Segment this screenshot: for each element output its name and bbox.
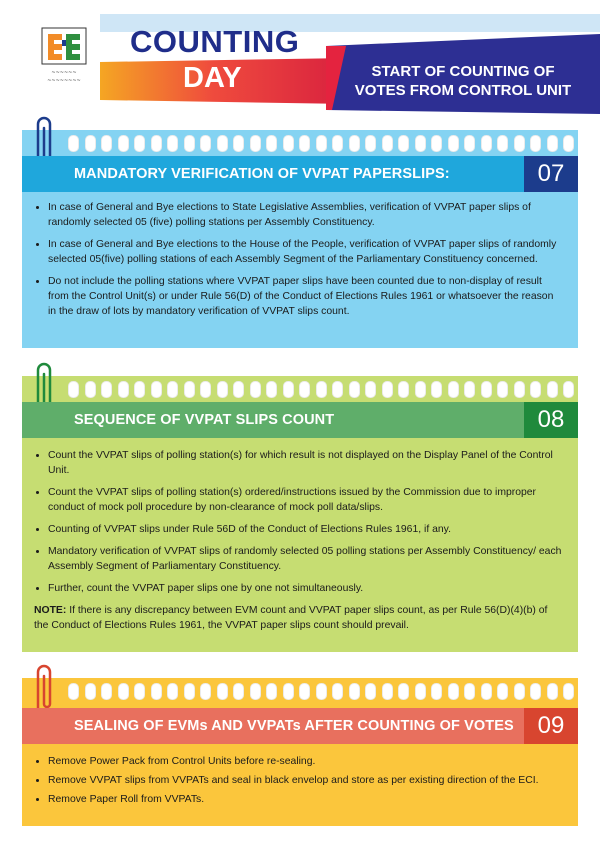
binder-ring bbox=[233, 683, 244, 700]
binder-ring bbox=[250, 381, 261, 398]
binder-ring bbox=[448, 135, 459, 152]
binder-ring bbox=[514, 683, 525, 700]
binder-ring bbox=[464, 135, 475, 152]
note-label: NOTE: bbox=[34, 605, 67, 616]
binder-ring bbox=[547, 135, 558, 152]
header-subtitle-line1: START OF COUNTING OF bbox=[371, 63, 555, 80]
binder-ring bbox=[316, 683, 327, 700]
binder-ring bbox=[365, 381, 376, 398]
binder-ring bbox=[563, 683, 574, 700]
binder-ring bbox=[464, 683, 475, 700]
binder-ring bbox=[217, 683, 228, 700]
binder-ring bbox=[299, 683, 310, 700]
notebook-rings bbox=[22, 678, 578, 706]
section-body bbox=[34, 200, 564, 326]
binder-ring bbox=[530, 135, 541, 152]
binder-ring bbox=[85, 135, 96, 152]
section-body bbox=[34, 754, 564, 811]
list-item: • Further, count the VVPAT paper slips one by one not simultaneously. bbox=[48, 581, 564, 596]
list-item: • Count the VVPAT slips of polling station(s) for which result is not displayed on the Display Panel of the Control Unit. bbox=[48, 448, 564, 478]
svg-text:~~~~~~~~: ~~~~~~~~ bbox=[47, 78, 81, 84]
note-text: If there is any discrepancy between EVM count and VVPAT paper slips count, as per Rule 56(D)(4)(b) of the Conduct of Elections Rules 1961, the VVPAT paper slips count should prevail. bbox=[34, 605, 548, 631]
binder-ring bbox=[316, 135, 327, 152]
binder-ring bbox=[431, 683, 442, 700]
section-title: SEALING OF EVMs AND VVPATs AFTER COUNTING OF VOTES bbox=[74, 718, 514, 734]
binder-ring bbox=[481, 683, 492, 700]
list-item: • Counting of VVPAT slips under Rule 56D of the Conduct of Elections Rules 1961, if any. bbox=[48, 522, 564, 537]
section-banner bbox=[22, 708, 578, 744]
binder-ring bbox=[200, 135, 211, 152]
binder-ring bbox=[299, 381, 310, 398]
binder-ring bbox=[563, 135, 574, 152]
binder-ring bbox=[415, 683, 426, 700]
binder-ring bbox=[233, 135, 244, 152]
binder-ring bbox=[68, 135, 79, 152]
binder-ring bbox=[118, 683, 129, 700]
binder-ring bbox=[497, 683, 508, 700]
binder-ring bbox=[332, 683, 343, 700]
binder-ring bbox=[101, 683, 112, 700]
section-number: 09 bbox=[524, 708, 578, 744]
binder-ring bbox=[233, 381, 244, 398]
section-number: 08 bbox=[524, 402, 578, 438]
svg-text:~~~~~~: ~~~~~~ bbox=[51, 70, 77, 76]
binder-ring bbox=[217, 135, 228, 152]
bullet-list bbox=[34, 448, 564, 596]
binder-ring bbox=[365, 683, 376, 700]
binder-ring bbox=[217, 381, 228, 398]
binder-ring bbox=[332, 135, 343, 152]
note-paragraph bbox=[34, 603, 564, 633]
binder-ring bbox=[184, 381, 195, 398]
binder-ring bbox=[266, 683, 277, 700]
binder-ring bbox=[200, 683, 211, 700]
list-item: • Count the VVPAT slips of polling station(s) ordered/instructions issued by the Commission due to improper conduct of mock poll procedure by non-clearance of mock poll data/slips. bbox=[48, 485, 564, 515]
binder-ring bbox=[448, 381, 459, 398]
binder-ring bbox=[530, 381, 541, 398]
binder-ring bbox=[448, 683, 459, 700]
binder-ring bbox=[68, 381, 79, 398]
binder-ring bbox=[349, 381, 360, 398]
bullet-list bbox=[34, 200, 564, 319]
binder-ring bbox=[118, 381, 129, 398]
notebook-rings bbox=[22, 130, 578, 158]
binder-ring bbox=[283, 381, 294, 398]
header-ribbon-graphic bbox=[100, 0, 600, 120]
page-header bbox=[0, 0, 600, 120]
binder-ring bbox=[431, 381, 442, 398]
notebook-rings bbox=[22, 376, 578, 404]
binder-ring bbox=[266, 135, 277, 152]
binder-ring bbox=[266, 381, 277, 398]
binder-ring bbox=[497, 381, 508, 398]
election-commission-logo-icon bbox=[32, 20, 96, 90]
binder-ring bbox=[250, 135, 261, 152]
binder-ring bbox=[464, 381, 475, 398]
binder-ring bbox=[481, 381, 492, 398]
binder-ring bbox=[349, 135, 360, 152]
binder-ring bbox=[85, 683, 96, 700]
section-body bbox=[34, 448, 564, 633]
binder-ring bbox=[415, 135, 426, 152]
list-item: • Mandatory verification of VVPAT slips of randomly selected 05 polling stations per Assembly Constituency/ each Assembly Segment of Parliamentary Constituency. bbox=[48, 544, 564, 574]
binder-ring bbox=[382, 135, 393, 152]
binder-ring bbox=[431, 135, 442, 152]
binder-ring bbox=[382, 683, 393, 700]
binder-ring bbox=[382, 381, 393, 398]
binder-ring bbox=[118, 135, 129, 152]
list-item: • Do not include the polling stations where VVPAT paper slips have been counted due to non-display of result from the Control Unit(s) or under Rule 56(D) of the Conduct of Elections Rules 1961 or whatsoever the reason in the draw of lots by mandatory verification of VVPAT slips count. bbox=[48, 274, 564, 319]
binder-ring bbox=[283, 135, 294, 152]
binder-ring bbox=[250, 683, 261, 700]
binder-ring bbox=[332, 381, 343, 398]
binder-ring bbox=[167, 135, 178, 152]
list-item: • Remove VVPAT slips from VVPATs and seal in black envelop and store as per existing direction of the ECI. bbox=[48, 773, 564, 788]
header-subtitle-line2: VOTES FROM CONTROL UNIT bbox=[354, 82, 572, 99]
header-title-day: DAY bbox=[183, 62, 242, 94]
binder-ring bbox=[547, 381, 558, 398]
binder-ring bbox=[415, 381, 426, 398]
binder-ring bbox=[134, 135, 145, 152]
binder-ring bbox=[101, 135, 112, 152]
binder-ring bbox=[151, 381, 162, 398]
binder-ring bbox=[68, 683, 79, 700]
binder-ring bbox=[563, 381, 574, 398]
binder-ring bbox=[200, 381, 211, 398]
list-item: • Remove Power Pack from Control Units before re-sealing. bbox=[48, 754, 564, 769]
section-banner bbox=[22, 402, 578, 438]
binder-ring bbox=[481, 135, 492, 152]
binder-ring bbox=[151, 135, 162, 152]
binder-ring bbox=[151, 683, 162, 700]
section-vvpat-sequence bbox=[22, 376, 578, 652]
binder-ring bbox=[134, 683, 145, 700]
list-item: • In case of General and Bye elections to State Legislative Assemblies, verification of VVPAT paper slips of randomly selected 05 (five) polling stations per Assembly Constituency. bbox=[48, 200, 564, 230]
binder-ring bbox=[316, 381, 327, 398]
list-item: • Remove Paper Roll from VVPATs. bbox=[48, 792, 564, 807]
binder-ring bbox=[547, 683, 558, 700]
binder-ring bbox=[167, 683, 178, 700]
list-item: • In case of General and Bye elections to the House of the People, verification of VVPAT paper slips of randomly selected 05(five) polling stations of each Assembly Segment of the Parliamentary Constituency concerned. bbox=[48, 237, 564, 267]
header-title-counting: COUNTING bbox=[130, 24, 300, 59]
section-banner bbox=[22, 156, 578, 192]
binder-ring bbox=[365, 135, 376, 152]
section-number: 07 bbox=[524, 156, 578, 192]
binder-ring bbox=[398, 683, 409, 700]
section-title: MANDATORY VERIFICATION OF VVPAT PAPERSLIPS: bbox=[74, 166, 450, 182]
binder-ring bbox=[184, 683, 195, 700]
binder-ring bbox=[514, 135, 525, 152]
binder-ring bbox=[398, 381, 409, 398]
bullet-list bbox=[34, 754, 564, 807]
binder-ring bbox=[101, 381, 112, 398]
binder-ring bbox=[283, 683, 294, 700]
binder-ring bbox=[497, 135, 508, 152]
binder-ring bbox=[299, 135, 310, 152]
header-subtitle bbox=[338, 62, 588, 100]
section-title: SEQUENCE OF VVPAT SLIPS COUNT bbox=[74, 412, 335, 428]
section-sealing-evms bbox=[22, 678, 578, 826]
binder-ring bbox=[530, 683, 541, 700]
binder-ring bbox=[184, 135, 195, 152]
binder-ring bbox=[85, 381, 96, 398]
binder-ring bbox=[398, 135, 409, 152]
binder-ring bbox=[514, 381, 525, 398]
binder-ring bbox=[167, 381, 178, 398]
binder-ring bbox=[349, 683, 360, 700]
section-vvpat-verification bbox=[22, 130, 578, 348]
binder-ring bbox=[134, 381, 145, 398]
